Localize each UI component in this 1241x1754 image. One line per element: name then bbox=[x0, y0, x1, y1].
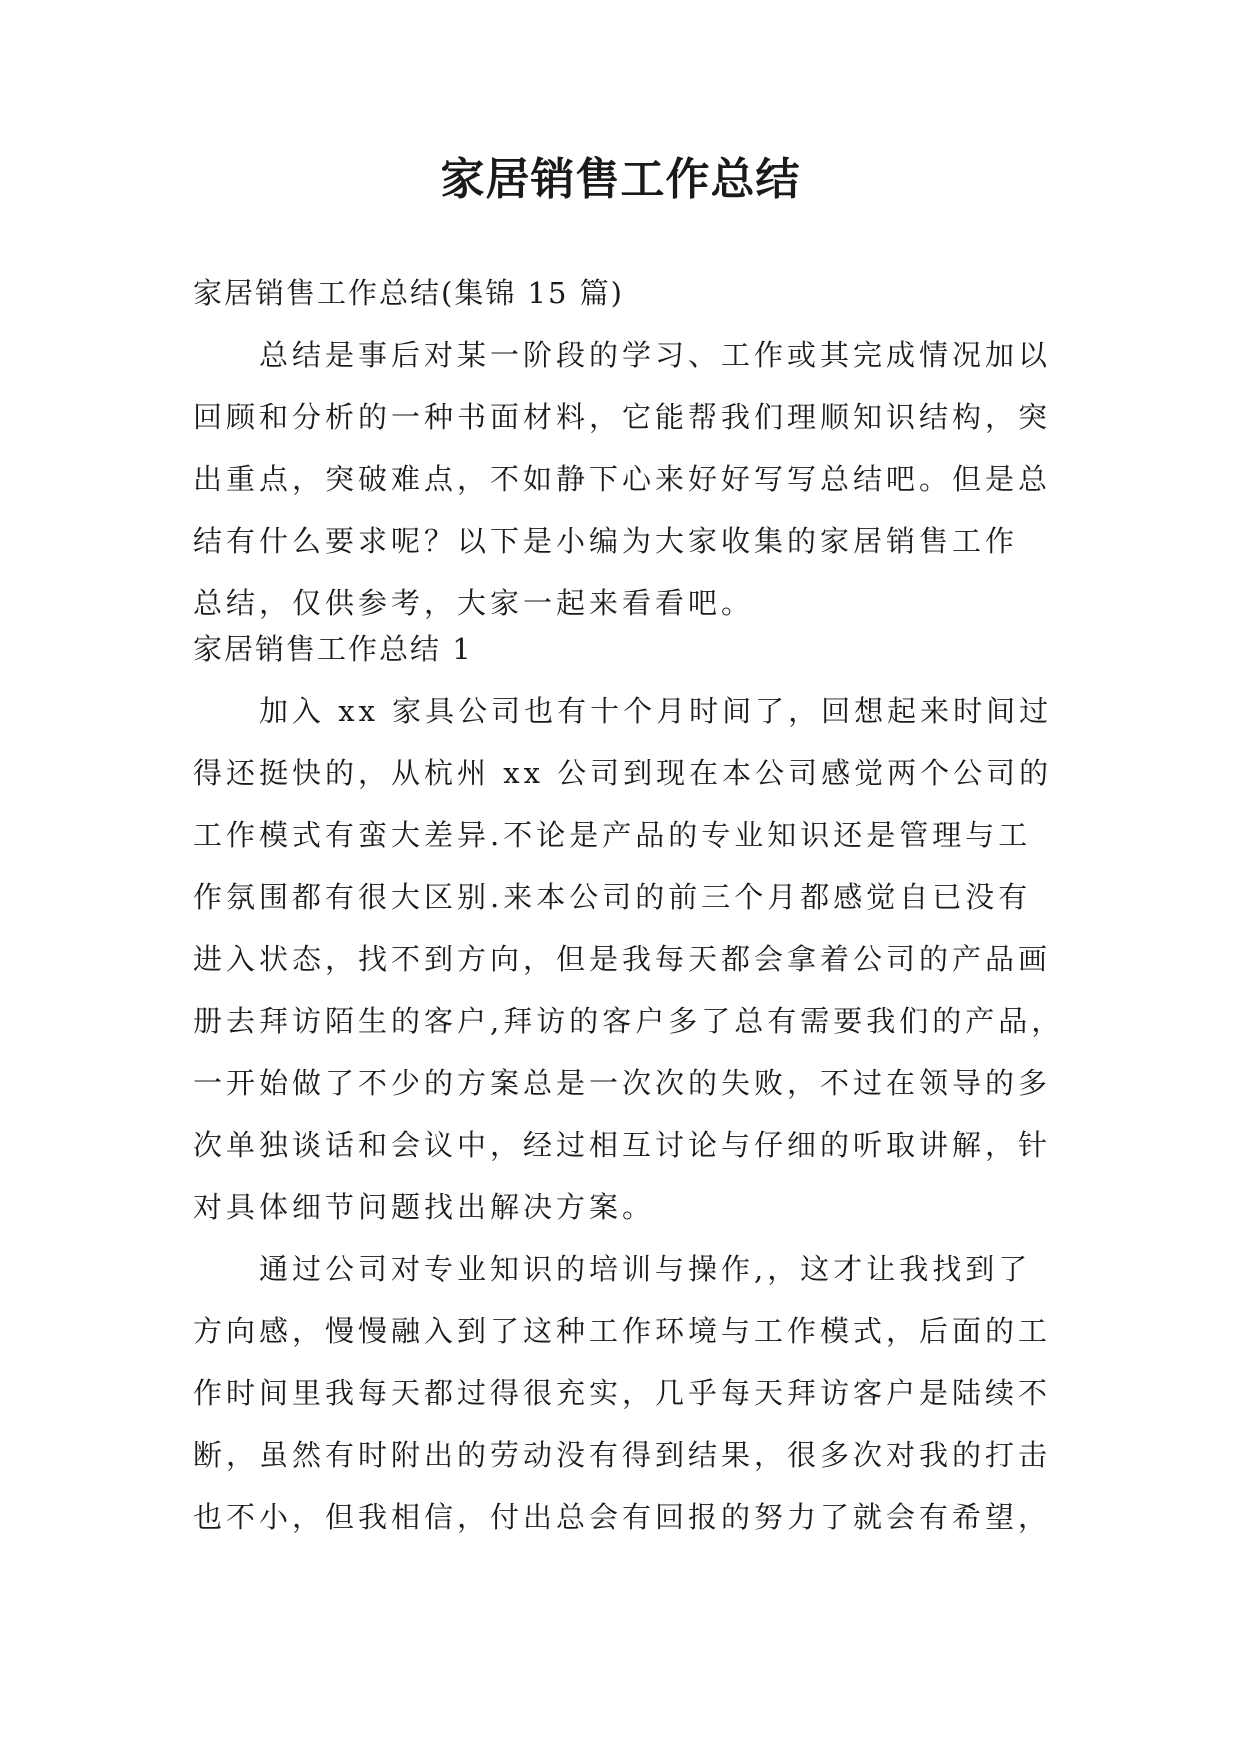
paragraph-line: 方向感，慢慢融入到了这种工作环境与工作模式，后面的工 bbox=[193, 1314, 1052, 1348]
intro-line: 出重点，突破难点，不如静下心来好好写写总结吧。但是总 bbox=[193, 462, 1052, 496]
paragraph-line: 加入 xx 家具公司也有十个月时间了，回想起来时间过 bbox=[259, 694, 1053, 728]
paragraph-line: 通过公司对专业知识的培训与操作,，这才让我找到了 bbox=[259, 1252, 1032, 1286]
intro-block bbox=[193, 262, 1053, 634]
intro-line: 总结是事后对某一阶段的学习、工作或其完成情况加以 bbox=[259, 338, 1052, 372]
paragraph-line: 一开始做了不少的方案总是一次次的失败，不过在领导的多 bbox=[193, 1066, 1052, 1100]
paragraph-line: 也不小，但我相信，付出总会有回报的努力了就会有希望， bbox=[193, 1500, 1052, 1534]
paragraph-line: 作氛围都有很大区别.来本公司的前三个月都感觉自已没有 bbox=[193, 880, 1032, 914]
paragraph-line: 次单独谈话和会议中，经过相互讨论与仔细的听取讲解，针 bbox=[193, 1128, 1052, 1162]
section-1 bbox=[193, 618, 1065, 1548]
document-title: 家居销售工作总结 bbox=[440, 154, 801, 205]
paragraph-line: 进入状态，找不到方向，但是我每天都会拿着公司的产品画 bbox=[193, 942, 1052, 976]
paragraph-line: 册去拜访陌生的客户,拜访的客户多了总有需要我们的产品， bbox=[193, 1004, 1065, 1038]
document-subtitle: 家居销售工作总结(集锦 15 篇) bbox=[193, 276, 624, 310]
paragraph-line: 作时间里我每天都过得很充实，几乎每天拜访客户是陆续不 bbox=[193, 1376, 1052, 1410]
paragraph-line: 得还挺快的，从杭州 xx 公司到现在本公司感觉两个公司的 bbox=[193, 756, 1053, 790]
intro-line: 结有什么要求呢？以下是小编为大家收集的家居销售工作 bbox=[193, 524, 1019, 558]
intro-line: 总结，仅供参考，大家一起来看看吧。 bbox=[193, 586, 755, 620]
paragraph-line: 断，虽然有时附出的劳动没有得到结果，很多次对我的打击 bbox=[193, 1438, 1052, 1472]
paragraph-line: 对具体细节问题找出解决方案。 bbox=[193, 1190, 656, 1224]
section-heading: 家居销售工作总结 1 bbox=[193, 632, 473, 666]
paragraph-line: 工作模式有蛮大差异.不论是产品的专业知识还是管理与工 bbox=[193, 818, 1032, 852]
intro-line: 回顾和分析的一种书面材料，它能帮我们理顺知识结构，突 bbox=[193, 400, 1052, 434]
